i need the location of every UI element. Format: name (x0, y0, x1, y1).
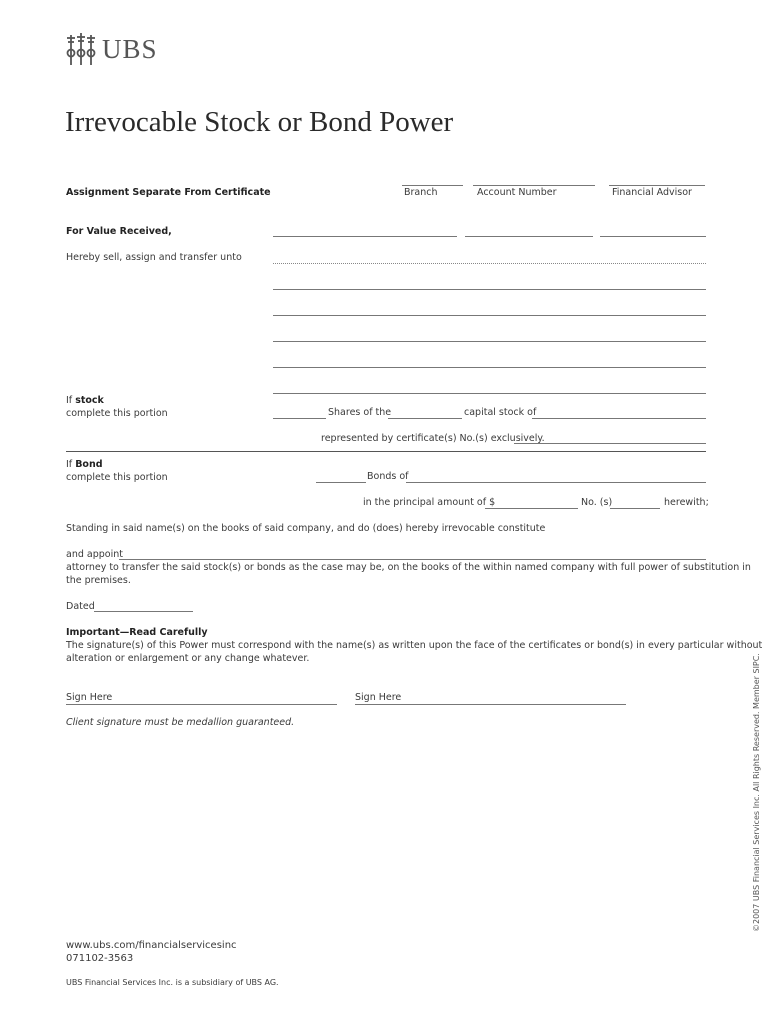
section-divider (66, 451, 706, 452)
stock-label: stock (75, 395, 104, 406)
keys-icon (64, 32, 98, 68)
sign-here-label-2: Sign Here (355, 692, 402, 703)
represented-by-label: represented by certificate(s) No.(s) exclusively. (321, 433, 545, 444)
signature-field-2[interactable] (355, 704, 626, 705)
company-name-field[interactable] (532, 418, 706, 419)
bonds-count-field[interactable] (316, 482, 366, 483)
attorney-name-field[interactable] (119, 559, 706, 560)
dated-label: Dated (66, 601, 95, 612)
date-field[interactable] (94, 611, 193, 612)
branch-field[interactable] (402, 185, 463, 186)
bond-label: Bond (75, 459, 103, 470)
bond-if: If (66, 459, 73, 470)
bond-numbers-field[interactable] (610, 508, 660, 509)
shares-of-the-label: Shares of the (328, 407, 392, 418)
value-field-3[interactable] (600, 236, 706, 237)
bond-heading (66, 459, 103, 470)
sign-here-label-1: Sign Here (66, 692, 113, 703)
financial-advisor-field[interactable] (609, 185, 705, 186)
footer-code: 071102-3563 (66, 953, 134, 964)
important-heading: Important—Read Carefully (66, 627, 208, 638)
account-number-field[interactable] (473, 185, 595, 186)
account-number-label: Account Number (477, 187, 557, 198)
value-field-2[interactable] (465, 236, 593, 237)
important-text-line1: The signature(s) of this Power must correspond with the name(s) as written upon the face of the certificates or bond(s) in every particular without (66, 640, 763, 651)
transferee-field-4[interactable] (273, 341, 706, 342)
transferee-field-6[interactable] (273, 393, 706, 394)
value-received-label: For Value Received, (66, 226, 172, 237)
copyright-notice: ©2007 UBS Financial Services Inc. All Rights Reserved. Member SIPC. (752, 653, 761, 932)
and-appoint-label: and appoint (66, 549, 123, 560)
principal-amount-label: in the principal amount of $ (363, 497, 496, 508)
assignment-label: Assignment Separate From Certificate (66, 187, 271, 198)
stock-portion-label: complete this portion (66, 408, 168, 419)
transferee-field-3[interactable] (273, 315, 706, 316)
branch-label: Branch (404, 187, 438, 198)
standing-text: Standing in said name(s) on the books of said company, and do (does) hereby irrevocable constitute (66, 523, 546, 534)
certificate-numbers-field[interactable] (514, 443, 706, 444)
transfer-unto-label: Hereby sell, assign and transfer unto (66, 252, 242, 263)
medallion-note: Client signature must be medallion guaranteed. (66, 717, 295, 728)
brand-name: UBS (102, 34, 158, 64)
bonds-of-label: Bonds of (367, 471, 409, 482)
shares-class-field[interactable] (388, 418, 462, 419)
herewith-label: herewith; (664, 497, 709, 508)
transferee-field-5[interactable] (273, 367, 706, 368)
important-text-line2: alteration or enlargement or any change whatever. (66, 653, 310, 664)
attorney-text-line1: attorney to transfer the said stock(s) or bonds as the case may be, on the books of the within named company with full power of substitution in (66, 562, 751, 573)
attorney-text-line2: the premises. (66, 575, 131, 586)
shares-count-field[interactable] (273, 418, 326, 419)
value-field-1[interactable] (273, 236, 457, 237)
stock-heading (66, 395, 104, 406)
bond-portion-label: complete this portion (66, 472, 168, 483)
transferee-field-2[interactable] (273, 289, 706, 290)
transferee-field-1[interactable] (273, 263, 706, 264)
footer-url: www.ubs.com/financialservicesinc (66, 940, 237, 951)
bond-no-label: No. (s) (581, 497, 613, 508)
page-title: Irrevocable Stock or Bond Power (65, 106, 454, 138)
ubs-logo (64, 30, 174, 70)
principal-amount-field[interactable] (485, 508, 578, 509)
footer-subsidiary: UBS Financial Services Inc. is a subsidiary of UBS AG. (66, 978, 279, 987)
capital-stock-of-label: capital stock of (464, 407, 537, 418)
stock-if: If (66, 395, 73, 406)
financial-advisor-label: Financial Advisor (612, 187, 692, 198)
signature-field-1[interactable] (66, 704, 337, 705)
bond-issuer-field[interactable] (406, 482, 706, 483)
